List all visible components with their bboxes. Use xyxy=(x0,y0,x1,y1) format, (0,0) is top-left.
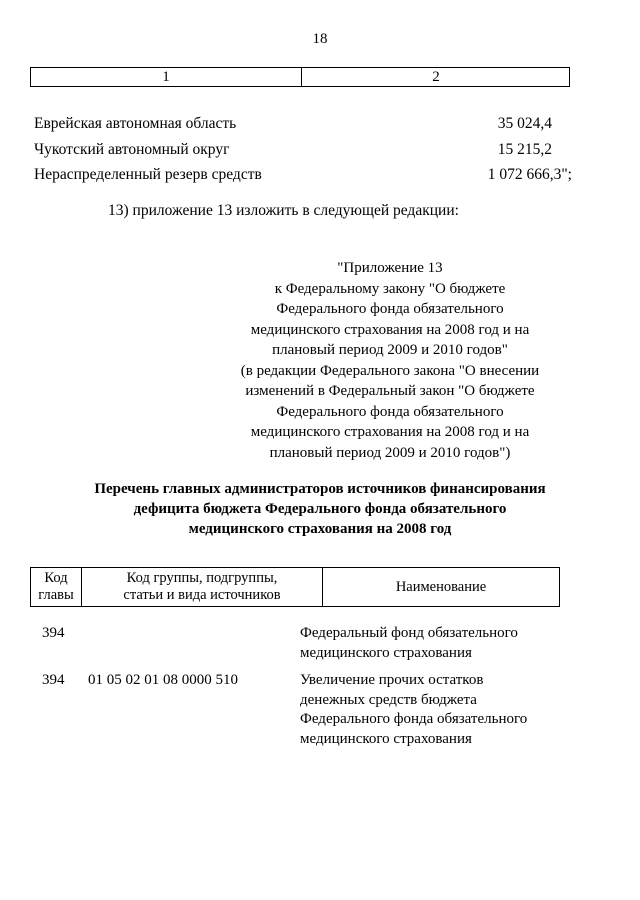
table-row xyxy=(0,624,640,664)
appendix-heading-block xyxy=(215,258,565,463)
appendix-line: (в редакции Федерального закона "О внесении xyxy=(240,362,540,379)
column-number-1: 1 xyxy=(31,68,302,86)
header-name: Наименование xyxy=(395,578,487,595)
list-title-line: медицинского страхования на 2008 год xyxy=(188,521,452,537)
appendix-line: к Федеральному закону "О бюджете xyxy=(274,280,506,297)
appendix-line: "Приложение 13 xyxy=(337,260,443,276)
region-name: Еврейская автономная область xyxy=(34,115,237,132)
row-name xyxy=(300,624,580,663)
header-code-line: главы xyxy=(38,587,74,603)
region-row xyxy=(34,115,572,135)
column-number-header xyxy=(30,67,570,87)
column-number-2: 2 xyxy=(432,69,440,85)
table-header xyxy=(30,567,560,607)
page-number: 18 xyxy=(312,31,328,47)
header-code-line: Код xyxy=(44,570,68,586)
header-group-line: статьи и вида источников xyxy=(123,587,281,603)
row-code: 394 xyxy=(42,672,65,688)
row-name-line: медицинского страхования xyxy=(300,730,472,747)
appendix-line: изменений в Федеральный закон "О бюджете xyxy=(245,383,535,399)
row-name xyxy=(300,671,580,749)
region-name: Чукотский автономный округ xyxy=(34,141,230,158)
region-name: Нераспределенный резерв средств xyxy=(34,166,262,183)
row-name-line: Федерального фонда обязательного xyxy=(300,711,528,727)
row-name-line: Увеличение прочих остатков xyxy=(300,672,484,688)
header-code xyxy=(31,568,82,606)
region-value: 1 072 666,3"; xyxy=(487,166,572,183)
row-name-line: денежных средств бюджета xyxy=(300,691,477,708)
appendix-line: медицинского страхования на 2008 год и на xyxy=(250,424,530,440)
table-row xyxy=(0,671,640,751)
region-value: 35 024,4 xyxy=(497,115,552,132)
row-name-line: медицинского страхования xyxy=(300,644,472,661)
list-title-line: дефицита бюджета Федерального фонда обязательного xyxy=(133,501,507,517)
list-title xyxy=(20,479,620,539)
header-group-line: Код группы, подгруппы, xyxy=(126,570,278,586)
list-title-line: Перечень главных администраторов источников финансирования xyxy=(94,481,546,497)
appendix-line: плановый период 2009 и 2010 годов") xyxy=(269,444,511,461)
appendix-line: Федерального фонда обязательного xyxy=(276,403,504,420)
region-value: 15 215,2 xyxy=(497,141,552,158)
row-name-line: Федеральный фонд обязательного xyxy=(300,625,518,641)
row-group: 01 05 02 01 08 0000 510 xyxy=(88,672,238,688)
appendix-line: медицинского страхования на 2008 год и на xyxy=(250,321,530,338)
header-group xyxy=(82,568,323,606)
region-row xyxy=(34,166,572,186)
row-code: 394 xyxy=(42,625,65,641)
amendment-instruction: 13) приложение 13 изложить в следующей редакции: xyxy=(108,202,459,219)
region-row xyxy=(34,141,572,161)
appendix-line: Федерального фонда обязательного xyxy=(276,301,504,317)
appendix-line: плановый период 2009 и 2010 годов" xyxy=(272,342,508,358)
